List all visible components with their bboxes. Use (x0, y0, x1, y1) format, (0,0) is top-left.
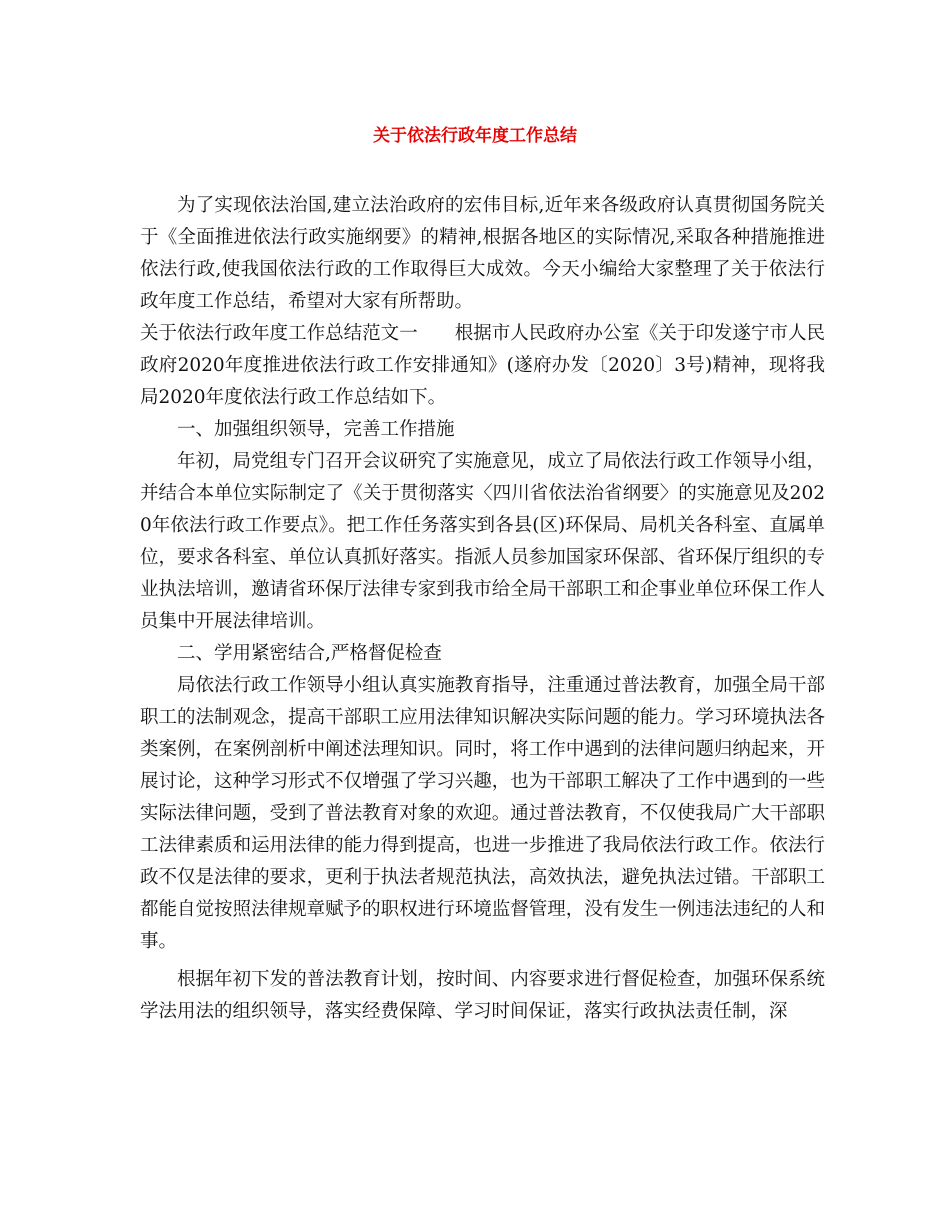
sample-one-paragraph: 关于依法行政年度工作总结范文一 根据市人民政府办公室《关于印发遂宁市人民政府2020年度推进依法行政工作安排通知》(遂府办发〔2020〕3号)精神，现将我局2020年度依法行政工作总结如下。 (140, 323, 825, 408)
document-body (140, 190, 825, 1028)
section-heading-2: 二、学用紧密结合,严格督促检查 (177, 643, 442, 664)
document-title: 关于依法行政年度工作总结 (373, 126, 577, 146)
section-heading-1: 一、加强组织领导，完善工作措施 (177, 419, 455, 440)
section-2-paragraph-continued: 根据年初下发的普法教育计划，按时间、内容要求进行督促检查，加强环保系统学法用法的组织领导，落实经费保障、学习时间保证，落实行政执法责任制，深 (140, 969, 825, 1022)
intro-paragraph: 为了实现依法治国,建立法治政府的宏伟目标,近年来各级政府认真贯彻国务院关于《全面推进依法行政实施纲要》的精神,根据各地区的实际情况,采取各种措施推进依法行政,使我国依法行政的工作取得巨大成效。今天小编给大家整理了关于依法行政年度工作总结，希望对大家有所帮助。 (140, 195, 825, 312)
section-1-paragraph: 年初，局党组专门召开会议研究了实施意见，成立了局依法行政工作领导小组，并结合本单位实际制定了《关于贯彻落实〈四川省依法治省纲要〉的实施意见及2020年依法行政工作要点》。把工作任务落实到各县(区)环保局、局机关各科室、直属单位，要求各科室、单位认真抓好落实。指派人员参加国家环保部、省环保厅组织的专业执法培训，邀请省环保厅法律专家到我市给全局干部职工和企事业单位环保工作人员集中开展法律培训。 (140, 451, 825, 632)
section-2-paragraph: 局依法行政工作领导小组认真实施教育指导，注重通过普法教育，加强全局干部职工的法制观念，提高干部职工应用法律知识解决实际问题的能力。学习环境执法各类案例，在案例剖析中阐述法理知识。同时，将工作中遇到的法律问题归纳起来，开展讨论，这种学习形式不仅增强了学习兴趣，也为干部职工解决了工作中遇到的一些实际法律问题，受到了普法教育对象的欢迎。通过普法教育，不仅使我局广大干部职工法律素质和运用法律的能力得到提高，也进一步推进了我局依法行政工作。依法行政不仅是法律的要求，更利于执法者规范执法，高效执法，避免执法过错。干部职工都能自觉按照法律规章赋予的职权进行环境监督管理，没有发生一例违法违纪的人和事。 (140, 675, 825, 952)
